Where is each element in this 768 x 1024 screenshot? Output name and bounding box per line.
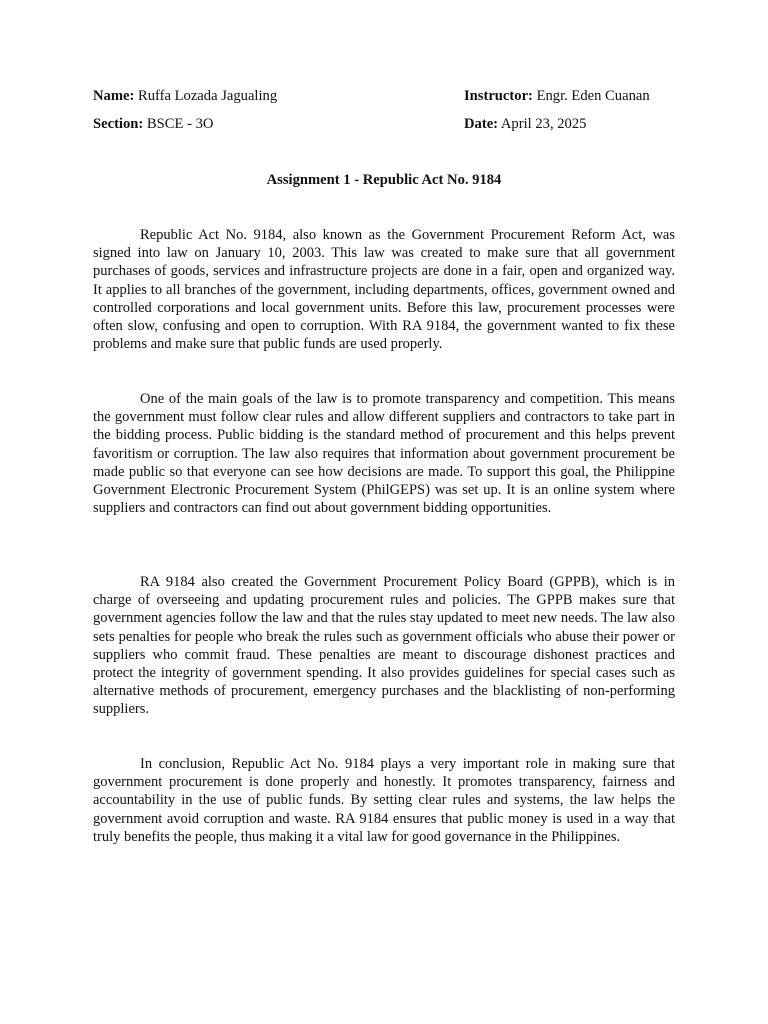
- date-label: Date:: [464, 116, 499, 132]
- section-value: BSCE - 3O: [146, 116, 214, 132]
- paragraph-3: RA 9184 also created the Government Procurement Policy Board (GPPB), which is in charge of overseeing and updating procurement rules and policies. The GPPB makes sure that government agencies follow the law and that the rules stay updated to meet new needs. The law also sets penalties for people who break the rules such as government officials who abuse their power or suppliers who commit fraud. These penalties are meant to discourage dishonest practices and protect the integrity of government spending. It also provides guidelines for special cases such as alternative methods of procurement, emergency purchases and the blacklisting of non-performing suppliers.: [93, 574, 675, 718]
- document-title: Assignment 1 - Republic Act No. 9184: [266, 172, 502, 188]
- date: [464, 115, 586, 133]
- name-label: Name:: [93, 88, 135, 104]
- name-value: Ruffa Lozada Jagualing: [138, 88, 278, 104]
- section-label: Section:: [93, 116, 144, 132]
- section: [93, 115, 213, 133]
- instructor-value: Engr. Eden Cuanan: [536, 88, 650, 104]
- instructor: [464, 87, 650, 105]
- date-value: April 23, 2025: [500, 116, 587, 132]
- paragraph-1: Republic Act No. 9184, also known as the Government Procurement Reform Act, was signed into law on January 10, 2003. This law was created to make sure that all government purchases of goods, services and infrastructure projects are done in a fair, open and organized way. It applies to all branches of the government, including departments, offices, government owned and controlled corporations and local government units. Before this law, procurement processes were often slow, confusing and open to corruption. With RA 9184, the government wanted to fix these problems and make sure that public funds are used properly.: [93, 227, 675, 353]
- instructor-label: Instructor:: [464, 88, 533, 104]
- student-name: [93, 87, 277, 105]
- paragraph-2: One of the main goals of the law is to promote transparency and competition. This means the government must follow clear rules and allow different suppliers and contractors to take part in the bidding process. Public bidding is the standard method of procurement and this helps prevent favoritism or corruption. The law also requires that information about government procurement be made public so that everyone can see how decisions are made. To support this goal, the Philippine Government Electronic Procurement System (PhilGEPS) was set up. It is an online system where suppliers and contractors can find out about government bidding opportunities.: [93, 391, 675, 517]
- paragraph-4: In conclusion, Republic Act No. 9184 plays a very important role in making sure that government procurement is done properly and honestly. It promotes transparency, fairness and accountability in the use of public funds. By setting clear rules and systems, the law helps the government avoid corruption and waste. RA 9184 ensures that public money is used in a way that truly benefits the people, thus making it a vital law for good governance in the Philippines.: [93, 756, 675, 845]
